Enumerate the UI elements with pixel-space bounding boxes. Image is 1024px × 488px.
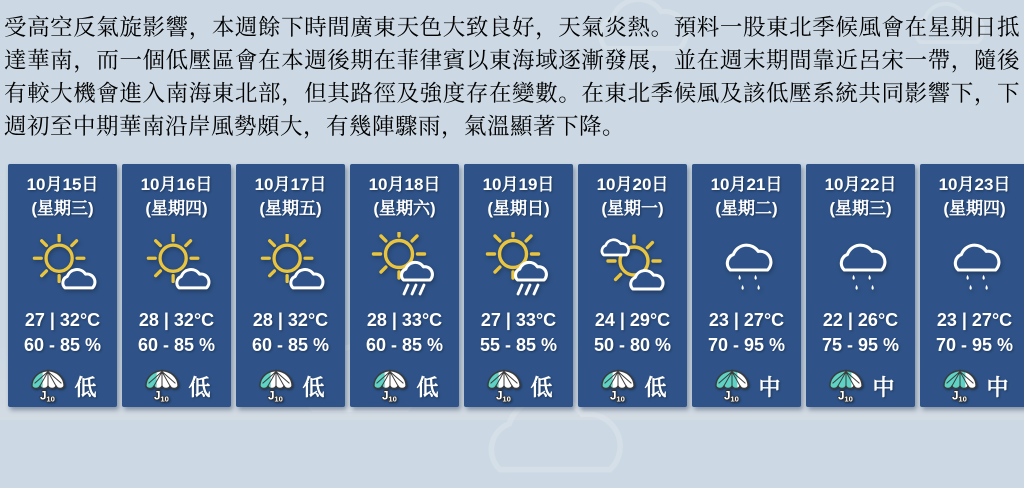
sunny-periods-icon	[236, 223, 345, 307]
psr-row	[920, 369, 1024, 403]
forecast-date: 10月21日	[710, 175, 783, 194]
sunny-periods-showers-icon	[464, 223, 573, 307]
umbrella-j10-icon	[826, 369, 866, 403]
psr-level-label: 低	[530, 374, 553, 400]
svg-text:J10: J10	[382, 389, 398, 403]
sunny-periods-icon	[122, 223, 231, 307]
umbrella-j10-icon	[142, 369, 182, 403]
psr-row	[806, 369, 915, 403]
forecast-date: 10月23日	[938, 175, 1011, 194]
forecast-day-card	[122, 164, 231, 407]
psr-row	[464, 369, 573, 403]
psr-level-label: 低	[74, 374, 97, 400]
sunny-intervals-icon	[578, 223, 687, 307]
forecast-cards	[8, 164, 1024, 407]
sunny-periods-icon	[8, 223, 117, 307]
umbrella-j10-icon	[370, 369, 410, 403]
forecast-date: 10月15日	[26, 175, 99, 194]
psr-row	[236, 369, 345, 403]
psr-level-label: 低	[302, 374, 325, 400]
temperature-range: 28 | 32°C	[138, 310, 215, 330]
rain-icon	[692, 223, 801, 307]
humidity-range: 70 - 95 %	[707, 335, 786, 355]
forecast-weekday: (星期一)	[601, 199, 664, 218]
umbrella-j10-icon	[484, 369, 524, 403]
psr-level-label: 中	[986, 374, 1009, 400]
svg-text:J10: J10	[838, 389, 854, 403]
forecast-day-card	[8, 164, 117, 407]
svg-text:J10: J10	[724, 389, 740, 403]
svg-text:J10: J10	[496, 389, 512, 403]
svg-text:J10: J10	[610, 389, 626, 403]
forecast-weekday: (星期六)	[373, 199, 436, 218]
umbrella-j10-icon	[28, 369, 68, 403]
rain-icon	[920, 223, 1024, 307]
forecast-date: 10月22日	[824, 175, 897, 194]
forecast-day-card	[578, 164, 687, 407]
umbrella-j10-icon	[598, 369, 638, 403]
temperature-range: 27 | 32°C	[24, 310, 101, 330]
temperature-range: 28 | 33°C	[366, 310, 443, 330]
temperature-range: 23 | 27°C	[936, 310, 1013, 330]
psr-row	[350, 369, 459, 403]
svg-text:J10: J10	[268, 389, 284, 403]
forecast-weekday: (星期四)	[145, 199, 208, 218]
forecast-weekday: (星期三)	[31, 199, 94, 218]
humidity-range: 50 - 80 %	[593, 335, 672, 355]
forecast-day-card	[806, 164, 915, 407]
forecast-date: 10月17日	[254, 175, 327, 194]
forecast-date: 10月18日	[368, 175, 441, 194]
rain-icon	[806, 223, 915, 307]
forecast-date: 10月19日	[482, 175, 555, 194]
humidity-range: 60 - 85 %	[23, 335, 102, 355]
temperature-range: 27 | 33°C	[480, 310, 557, 330]
psr-level-label: 中	[758, 374, 781, 400]
temperature-range: 22 | 26°C	[822, 310, 899, 330]
humidity-range: 60 - 85 %	[251, 335, 330, 355]
forecast-date: 10月16日	[140, 175, 213, 194]
temperature-range: 28 | 32°C	[252, 310, 329, 330]
psr-row	[8, 369, 117, 403]
psr-level-label: 低	[188, 374, 211, 400]
temperature-range: 24 | 29°C	[594, 310, 671, 330]
sunny-periods-showers-icon	[350, 223, 459, 307]
psr-row	[692, 369, 801, 403]
humidity-range: 60 - 85 %	[137, 335, 216, 355]
psr-row	[578, 369, 687, 403]
forecast-day-card	[692, 164, 801, 407]
umbrella-j10-icon	[712, 369, 752, 403]
svg-text:J10: J10	[40, 389, 56, 403]
humidity-range: 60 - 85 %	[365, 335, 444, 355]
psr-row	[122, 369, 231, 403]
temperature-range: 23 | 27°C	[708, 310, 785, 330]
forecast-weekday: (星期三)	[829, 199, 892, 218]
forecast-weekday: (星期二)	[715, 199, 778, 218]
forecast-weekday: (星期五)	[259, 199, 322, 218]
forecast-date: 10月20日	[596, 175, 669, 194]
humidity-range: 70 - 95 %	[935, 335, 1014, 355]
psr-level-label: 低	[644, 374, 667, 400]
forecast-weekday: (星期四)	[943, 199, 1006, 218]
forecast-day-card	[236, 164, 345, 407]
forecast-day-card	[920, 164, 1024, 407]
forecast-weekday: (星期日)	[487, 199, 550, 218]
umbrella-j10-icon	[256, 369, 296, 403]
psr-level-label: 中	[872, 374, 895, 400]
svg-text:J10: J10	[952, 389, 968, 403]
humidity-range: 75 - 95 %	[821, 335, 900, 355]
umbrella-j10-icon	[940, 369, 980, 403]
psr-level-label: 低	[416, 374, 439, 400]
forecast-day-card	[464, 164, 573, 407]
forecast-day-card	[350, 164, 459, 407]
svg-text:J10: J10	[154, 389, 170, 403]
humidity-range: 55 - 85 %	[479, 335, 558, 355]
forecast-summary-text: 受高空反氣旋影響，本週餘下時間廣東天色大致良好，天氣炎熱。預料一股東北季候風會在星期日抵達華南，而一個低壓區會在本週後期在菲律賓以東海域逐漸發展，並在週末期間靠近呂宋一帶，隨後有較大機會進入南海東北部，但其路徑及強度存在變數。在東北季候風及該低壓系統共同影響下，下週初至中期華南沿岸風勢頗大，有幾陣驟雨，氣溫顯著下降。	[4, 15, 1020, 139]
